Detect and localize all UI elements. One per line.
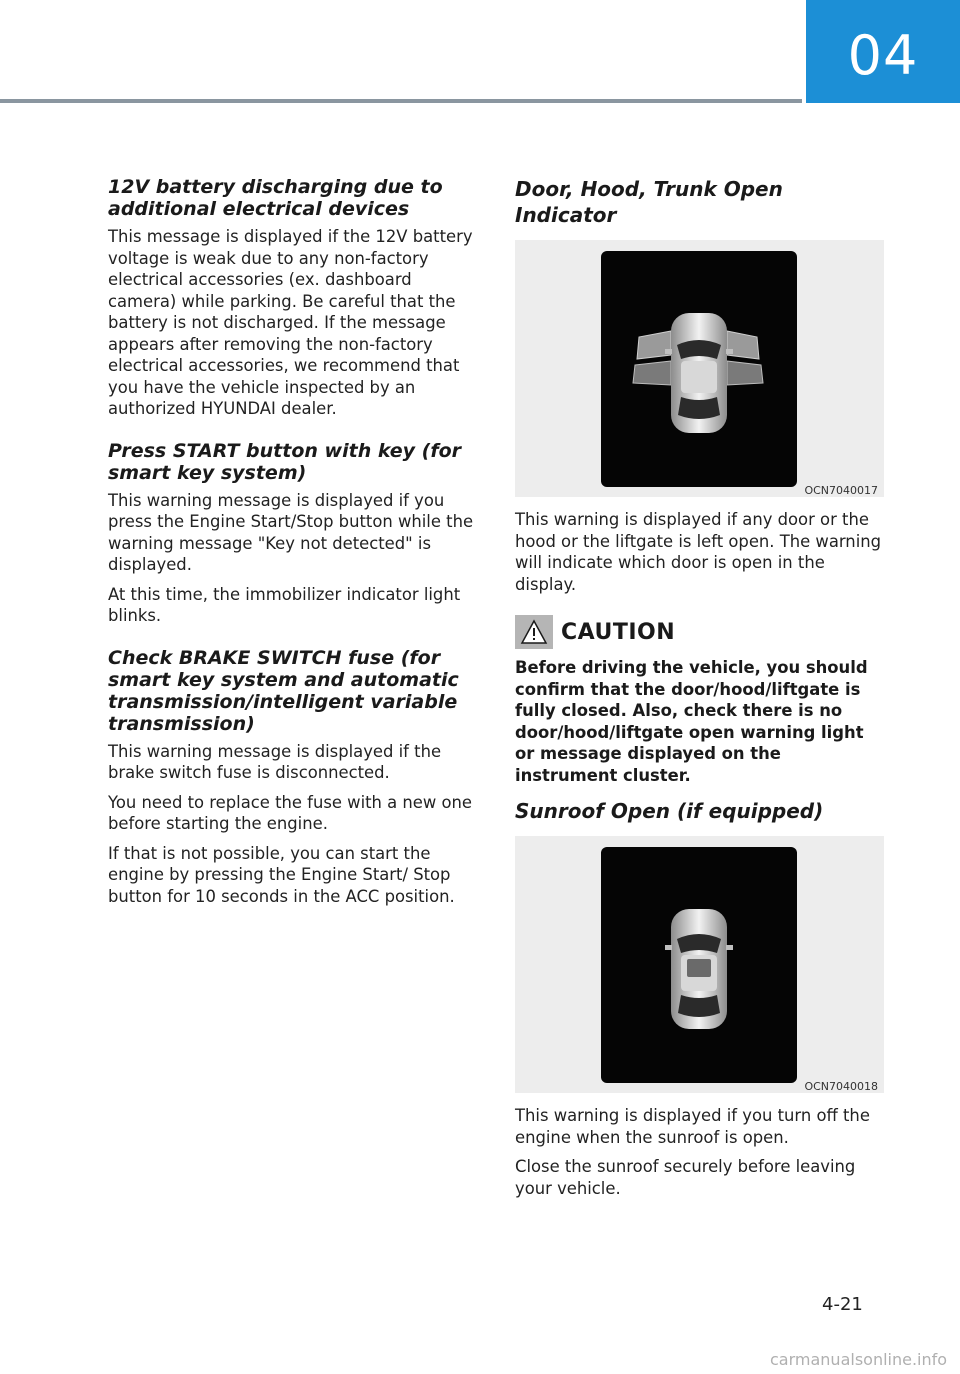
paragraph: At this time, the immobilizer indicator light blinks. <box>108 584 461 625</box>
paragraph: Close the sunroof securely before leaving your vehicle. <box>515 1157 856 1198</box>
chapter-tab: 04 <box>806 0 960 103</box>
figure-code: OCN7040017 <box>804 484 878 497</box>
section-title: 12V battery discharging due to additional electrical devices <box>108 176 443 220</box>
car-doors-open-icon <box>601 251 797 487</box>
header-rule <box>0 99 802 103</box>
caution-header <box>515 615 887 649</box>
section-title: Sunroof Open (if equipped) <box>515 799 824 823</box>
door-open-figure <box>515 240 884 497</box>
paragraph: This warning message is displayed if you press the Engine Start/Stop button while the warning message "Key not detected" is displayed. <box>108 490 474 574</box>
watermark: carmanualsonline.info <box>770 1350 948 1369</box>
cluster-display <box>601 847 797 1083</box>
section-title: Press START button with key (for smart key system) <box>108 439 462 484</box>
page-number: 4-21 <box>822 1294 863 1315</box>
paragraph: This warning is displayed if you turn off the engine when the sunroof is open. <box>515 1106 870 1147</box>
paragraph: This warning is displayed if any door or the hood or the liftgate is left open. The warning will indicate which door is open in the display. <box>515 510 882 594</box>
section-title: Door, Hood, Trunk Open Indicator <box>515 177 783 227</box>
right-column <box>515 176 887 1207</box>
left-column <box>108 176 480 915</box>
sunroof-open-figure <box>515 836 884 1093</box>
paragraph: If that is not possible, you can start the engine by pressing the Engine Start/ Stop button for 10 seconds in the ACC position. <box>108 843 455 906</box>
warning-triangle-icon <box>515 615 553 649</box>
cluster-display <box>601 251 797 487</box>
section-title: Check BRAKE SWITCH fuse (for smart key system and automatic transmission/intelligent variable transmission) <box>108 646 459 735</box>
caution-title: CAUTION <box>561 619 676 645</box>
car-sunroof-open-icon <box>601 847 797 1083</box>
caution-text: Before driving the vehicle, you should confirm that the door/hood/liftgate is fully closed. Also, check there is no door/hood/liftgate open warning light or message displayed on the instrument cluster. <box>515 658 868 785</box>
paragraph: This warning message is displayed if the brake switch fuse is disconnected. <box>108 741 442 782</box>
paragraph: This message is displayed if the 12V battery voltage is weak due to any non-factory electrical accessories (ex. dashboard camera) while parking. Be careful that the battery is not discharged. If the message appears after removing the non-factory electrical accessories, we recommend that you have the vehicle inspected by an authorized HYUNDAI dealer. <box>108 227 473 418</box>
figure-code: OCN7040018 <box>804 1080 878 1093</box>
paragraph: You need to replace the fuse with a new one before starting the engine. <box>108 792 472 833</box>
